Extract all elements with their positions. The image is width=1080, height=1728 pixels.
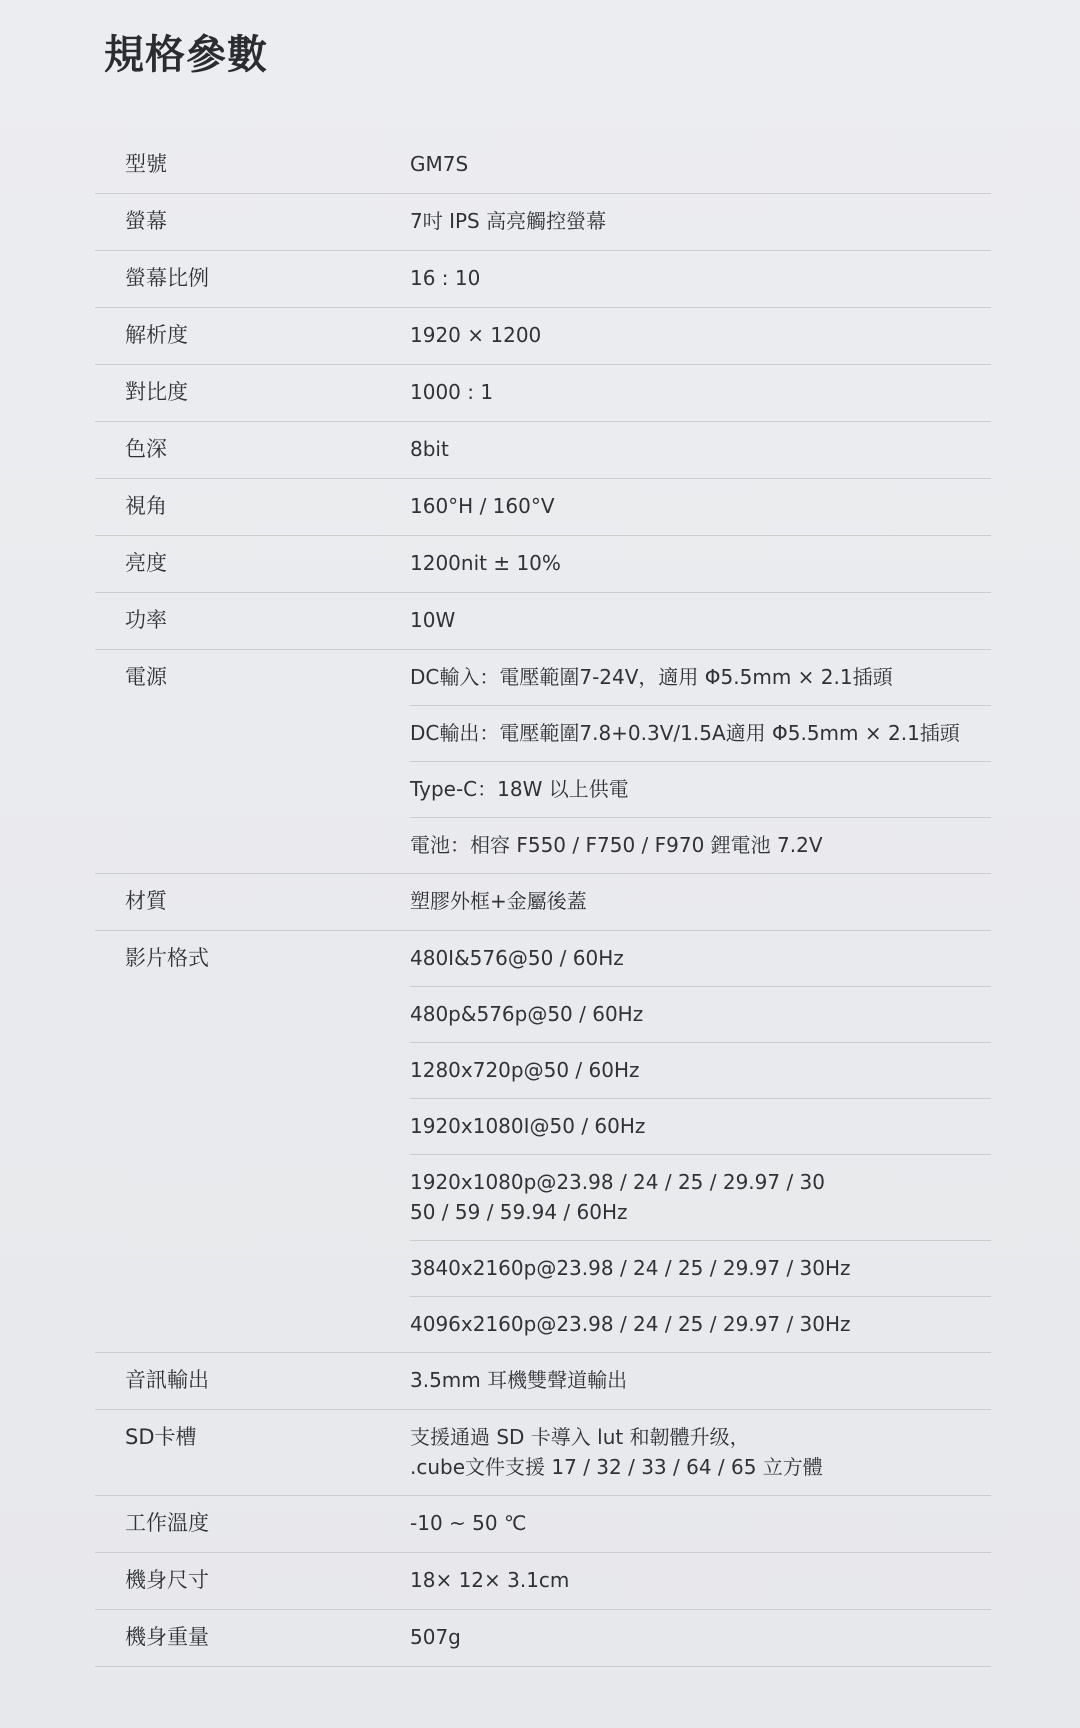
spec-values xyxy=(410,1610,991,1666)
spec-row-aspect-ratio xyxy=(95,251,991,308)
spec-label: 視角 xyxy=(125,494,167,518)
spec-row-color-depth xyxy=(95,422,991,479)
spec-value: 電池：相容 F550 / F750 / F970 鋰電池 7.2V xyxy=(410,833,823,857)
spec-row-video-format xyxy=(95,931,991,1353)
spec-values xyxy=(410,1496,991,1552)
spec-value: 1000 : 1 xyxy=(410,380,494,404)
spec-values xyxy=(410,365,991,421)
spec-label: 亮度 xyxy=(125,551,167,575)
spec-label: 電源 xyxy=(125,665,167,689)
spec-value: 3.5mm 耳機雙聲道輸出 xyxy=(410,1368,628,1392)
spec-table xyxy=(95,137,991,1667)
spec-row-power-source xyxy=(95,650,991,874)
spec-values xyxy=(410,251,991,307)
spec-value: 1920x1080I@50 / 60Hz xyxy=(410,1099,991,1155)
spec-label: 螢幕 xyxy=(125,209,167,233)
spec-row-sd-slot xyxy=(95,1410,991,1496)
spec-value: 10W xyxy=(410,608,456,632)
spec-value: 480I&576@50 / 60Hz xyxy=(410,931,991,987)
spec-label: 影片格式 xyxy=(125,946,209,970)
spec-value: 4096x2160p@23.98 / 24 / 25 / 29.97 / 30Hz xyxy=(410,1312,851,1336)
spec-value: DC輸出：電壓範圍7.8+0.3V/1.5A適用 Φ5.5mm × 2.1插頭 xyxy=(410,706,991,762)
spec-label: 機身重量 xyxy=(125,1625,209,1649)
spec-value: 3840x2160p@23.98 / 24 / 25 / 29.97 / 30Hz xyxy=(410,1241,991,1297)
spec-values xyxy=(410,593,991,649)
spec-values xyxy=(410,137,991,193)
page-title: 規格參數 xyxy=(104,32,268,78)
spec-value: Type-C：18W 以上供電 xyxy=(410,762,991,818)
spec-value: 1920x1080p@23.98 / 24 / 25 / 29.97 / 30 50 / 59 / 59.94 / 60Hz xyxy=(410,1155,991,1241)
spec-values xyxy=(410,1410,991,1495)
spec-row-resolution xyxy=(95,308,991,365)
spec-value: 18× 12× 3.1cm xyxy=(410,1568,570,1592)
spec-label: 工作溫度 xyxy=(125,1511,209,1535)
spec-label: 螢幕比例 xyxy=(125,266,209,290)
spec-label: 對比度 xyxy=(125,380,188,404)
spec-row-brightness xyxy=(95,536,991,593)
spec-row-audio-output xyxy=(95,1353,991,1410)
spec-value: DC輸入：電壓範圍7-24V，適用 Φ5.5mm × 2.1插頭 xyxy=(410,650,991,706)
spec-label: 機身尺寸 xyxy=(125,1568,209,1592)
spec-value: 480p&576p@50 / 60Hz xyxy=(410,987,991,1043)
spec-value: 1200nit ± 10% xyxy=(410,551,561,575)
spec-row-material xyxy=(95,874,991,931)
spec-row-model xyxy=(95,137,991,194)
spec-values xyxy=(410,1353,991,1409)
spec-row-contrast xyxy=(95,365,991,422)
spec-values xyxy=(410,874,991,930)
spec-row-screen xyxy=(95,194,991,251)
spec-values xyxy=(410,536,991,592)
spec-value: 1280x720p@50 / 60Hz xyxy=(410,1043,991,1099)
spec-label: 音訊輸出 xyxy=(125,1368,209,1392)
spec-label: 功率 xyxy=(125,608,167,632)
spec-row-power xyxy=(95,593,991,650)
spec-value: 8bit xyxy=(410,437,449,461)
spec-label: 型號 xyxy=(125,152,167,176)
spec-values xyxy=(410,931,991,1352)
spec-value: 160°H / 160°V xyxy=(410,494,555,518)
spec-value: 塑膠外框+金屬後蓋 xyxy=(410,889,587,913)
spec-row-operating-temperature xyxy=(95,1496,991,1553)
spec-value: 507g xyxy=(410,1625,461,1649)
spec-label: 材質 xyxy=(125,889,167,913)
spec-values xyxy=(410,194,991,250)
spec-values xyxy=(410,650,991,873)
spec-value: 支援通過 SD 卡導入 lut 和韌體升级， .cube文件支援 17 / 32 / 33 / 64 / 65 立方體 xyxy=(410,1425,823,1479)
spec-value: -10 ~ 50 ℃ xyxy=(410,1511,527,1535)
spec-values xyxy=(410,308,991,364)
spec-value: GM7S xyxy=(410,152,469,176)
spec-value: 7吋 IPS 高亮觸控螢幕 xyxy=(410,209,607,233)
spec-value: 16 : 10 xyxy=(410,266,481,290)
spec-value: 1920 × 1200 xyxy=(410,323,542,347)
spec-label: 解析度 xyxy=(125,323,188,347)
spec-row-dimensions xyxy=(95,1553,991,1610)
spec-values xyxy=(410,1553,991,1609)
spec-label: SD卡槽 xyxy=(125,1425,197,1449)
spec-values xyxy=(410,479,991,535)
spec-row-weight xyxy=(95,1610,991,1667)
spec-label: 色深 xyxy=(125,437,167,461)
spec-values xyxy=(410,422,991,478)
spec-row-viewing-angle xyxy=(95,479,991,536)
